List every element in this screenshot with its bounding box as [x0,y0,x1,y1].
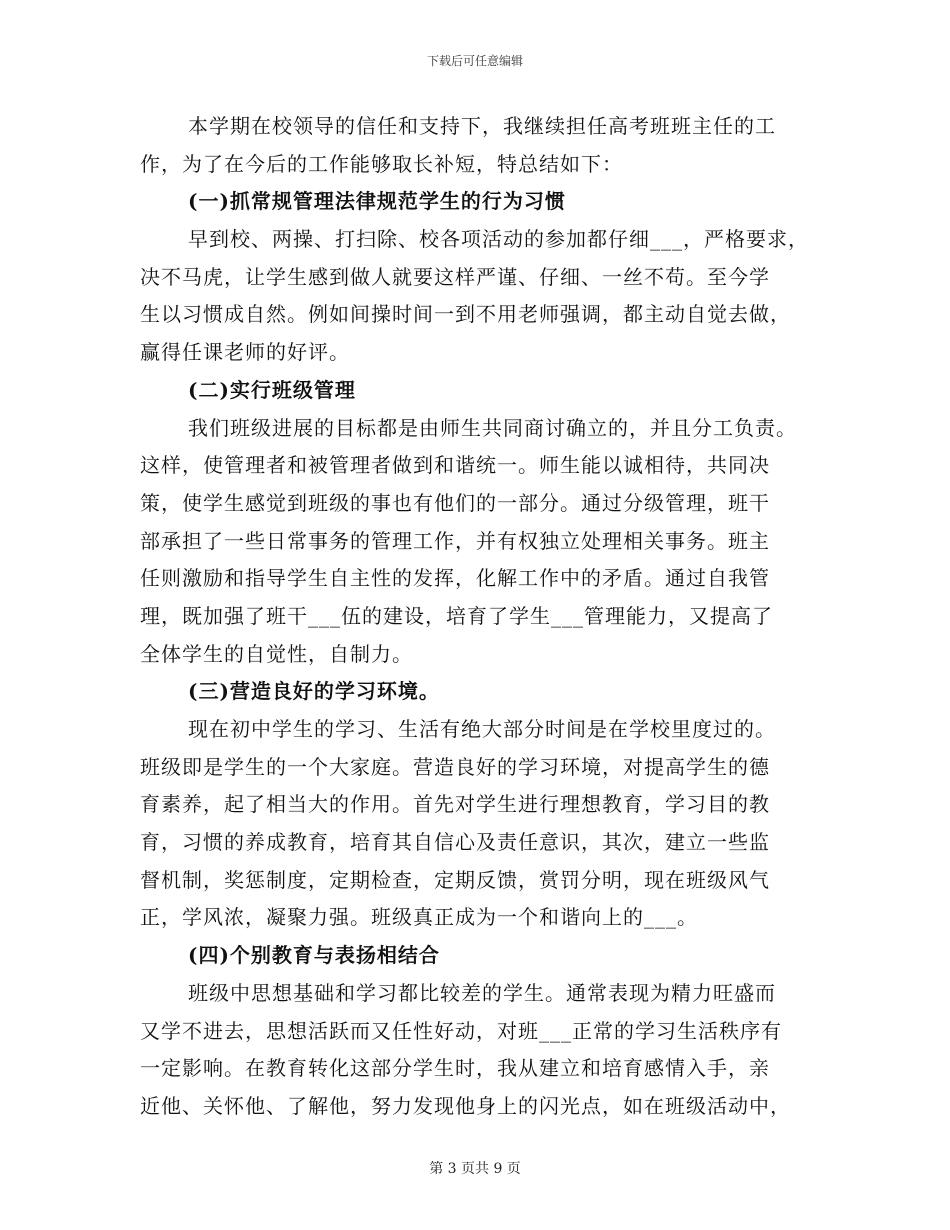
paragraph-line: 全体学生的自觉性，自制力。 [140,641,413,666]
paragraph-line: 生以习惯成自然。例如间操时间一到不用老师强调，都主动自觉去做， [140,302,791,327]
paragraph-line: 正，学风浓，凝聚力强。班级真正成为一个和谐向上的___。 [140,905,698,930]
paragraph-line: 又学不进去，思想活跃而又任性好动，对班___正常的学习生活秩序有 [140,1018,782,1043]
paragraph-line: 这样，使管理者和被管理者做到和谐统一。师生能以诚相待，共同决 [140,453,770,478]
paragraph-line: 理，既加强了班干___伍的建设，培育了学生___管理能力，又提高了 [140,603,773,628]
page-header: 下载后可任意编辑 [426,54,523,68]
paragraph-line: 部承担了一些日常事务的管理工作，并有权独立处理相关事务。班主 [140,528,770,553]
paragraph-line: 班级即是学生的一个大家庭。营造良好的学习环境，对提高学生的德 [140,754,770,779]
paragraph-line: 育素养，起了相当大的作用。首先对学生进行理想教育，学习目的教 [140,792,770,817]
page-footer: 第 3 页共 9 页 [429,1161,521,1177]
section-heading: (三)营造良好的学习环境。 [188,679,440,704]
paragraph-line: 本学期在校领导的信任和支持下，我继续担任高考班班主任的工 [188,114,776,138]
paragraph-line: 任则激励和指导学生自主性的发挥，化解工作中的矛盾。通过自我管 [140,566,770,591]
section-heading: (四)个别教育与表扬相结合 [188,943,440,968]
paragraph-line: 现在初中学生的学习、生活有绝大部分时间是在学校里度过的。 [188,717,776,741]
paragraph-line: 我们班级进展的目标都是由师生共同商讨确立的，并且分工负责。 [188,415,797,440]
paragraph-line: 近他、关怀他、了解他，努力发现他身上的闪光点，如在班级活动中， [140,1093,791,1118]
paragraph-line: 督机制，奖惩制度，定期检查，定期反馈，赏罚分明，现在班级风气 [140,867,770,892]
paragraph-line: 作，为了在今后的工作能够取长补短，特总结如下： [140,151,623,176]
section-heading: (一)抓常规管理法律规范学生的行为习惯 [188,189,566,214]
paragraph-line: 决不马虎，让学生感到做人就要这样严谨、仔细、一丝不苟。至今学 [140,264,770,289]
paragraph-line: 赢得任课老师的好评。 [140,340,350,365]
section-heading: (二)实行班级管理 [188,377,356,402]
document-body [140,108,830,1126]
paragraph-line: 班级中思想基础和学习都比较差的学生。通常表现为精力旺盛而 [188,980,776,1005]
paragraph-line: 育，习惯的养成教育，培育其自信心及责任意识，其次，建立一些监 [140,830,770,855]
paragraph-line: 早到校、两操、打扫除、校各项活动的参加都仔细___，严格要求， [188,227,809,252]
paragraph-line: 策，使学生感觉到班级的事也有他们的一部分。通过分级管理，班干 [140,490,770,515]
paragraph-line: 一定影响。在教育转化这部分学生时，我从建立和培育感情入手，亲 [140,1056,770,1081]
